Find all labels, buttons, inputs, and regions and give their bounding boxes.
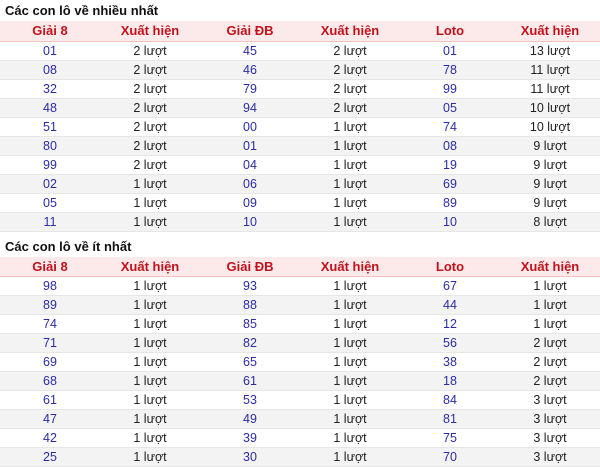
least-frequent-title: Các con lô về ít nhất (0, 236, 600, 257)
count-cell: 1 lượt (100, 174, 200, 193)
number-cell: 88 (200, 296, 300, 315)
number-cell: 48 (0, 98, 100, 117)
most-frequent-header-row (0, 21, 600, 41)
count-cell: 9 lượt (500, 174, 600, 193)
number-cell: 61 (200, 372, 300, 391)
number-cell: 51 (0, 117, 100, 136)
number-cell: 01 (200, 136, 300, 155)
table-row (0, 193, 600, 212)
number-cell: 74 (400, 117, 500, 136)
table-row (0, 136, 600, 155)
count-cell: 1 lượt (100, 193, 200, 212)
most-frequent-table (0, 21, 600, 232)
number-cell: 00 (200, 117, 300, 136)
number-cell: 68 (0, 372, 100, 391)
number-cell: 80 (0, 136, 100, 155)
table-row (0, 372, 600, 391)
number-cell: 44 (400, 296, 500, 315)
number-cell: 61 (0, 391, 100, 410)
number-cell: 18 (400, 372, 500, 391)
number-cell: 19 (400, 155, 500, 174)
count-cell: 2 lượt (100, 79, 200, 98)
count-cell: 3 lượt (500, 410, 600, 429)
number-cell: 47 (0, 410, 100, 429)
count-cell: 1 lượt (300, 353, 400, 372)
count-cell: 1 lượt (300, 315, 400, 334)
number-cell: 69 (0, 353, 100, 372)
count-cell: 1 lượt (300, 372, 400, 391)
most-header-cell: Xuất hiện (100, 21, 200, 41)
least-header-cell: Giải 8 (0, 257, 100, 277)
number-cell: 45 (200, 41, 300, 60)
count-cell: 1 lượt (300, 174, 400, 193)
number-cell: 05 (400, 98, 500, 117)
count-cell: 9 lượt (500, 136, 600, 155)
count-cell: 1 lượt (300, 448, 400, 467)
count-cell: 1 lượt (300, 391, 400, 410)
number-cell: 08 (400, 136, 500, 155)
number-cell: 46 (200, 60, 300, 79)
count-cell: 1 lượt (100, 448, 200, 467)
count-cell: 1 lượt (300, 410, 400, 429)
count-cell: 1 lượt (100, 212, 200, 231)
count-cell: 9 lượt (500, 193, 600, 212)
count-cell: 2 lượt (100, 98, 200, 117)
count-cell: 2 lượt (100, 117, 200, 136)
number-cell: 11 (0, 212, 100, 231)
count-cell: 2 lượt (100, 136, 200, 155)
number-cell: 85 (200, 315, 300, 334)
count-cell: 1 lượt (300, 155, 400, 174)
count-cell: 1 lượt (300, 117, 400, 136)
count-cell: 1 lượt (300, 429, 400, 448)
count-cell: 11 lượt (500, 79, 600, 98)
table-row (0, 334, 600, 353)
count-cell: 9 lượt (500, 155, 600, 174)
count-cell: 1 lượt (100, 334, 200, 353)
count-cell: 3 lượt (500, 391, 600, 410)
count-cell: 1 lượt (300, 296, 400, 315)
table-row (0, 212, 600, 231)
table-row (0, 315, 600, 334)
count-cell: 10 lượt (500, 117, 600, 136)
count-cell: 1 lượt (100, 410, 200, 429)
table-row (0, 448, 600, 467)
number-cell: 04 (200, 155, 300, 174)
number-cell: 30 (200, 448, 300, 467)
count-cell: 1 lượt (300, 212, 400, 231)
count-cell: 1 lượt (500, 315, 600, 334)
count-cell: 2 lượt (500, 353, 600, 372)
number-cell: 98 (0, 277, 100, 296)
number-cell: 01 (0, 41, 100, 60)
number-cell: 02 (0, 174, 100, 193)
count-cell: 1 lượt (300, 277, 400, 296)
count-cell: 11 lượt (500, 60, 600, 79)
count-cell: 1 lượt (100, 296, 200, 315)
number-cell: 75 (400, 429, 500, 448)
number-cell: 08 (0, 60, 100, 79)
number-cell: 42 (0, 429, 100, 448)
least-header-cell: Loto (400, 257, 500, 277)
number-cell: 01 (400, 41, 500, 60)
number-cell: 99 (0, 155, 100, 174)
number-cell: 78 (400, 60, 500, 79)
most-header-cell: Giải 8 (0, 21, 100, 41)
table-row (0, 98, 600, 117)
table-row (0, 410, 600, 429)
count-cell: 3 lượt (500, 429, 600, 448)
number-cell: 84 (400, 391, 500, 410)
count-cell: 2 lượt (100, 41, 200, 60)
most-header-cell: Giải ĐB (200, 21, 300, 41)
number-cell: 32 (0, 79, 100, 98)
count-cell: 2 lượt (300, 60, 400, 79)
number-cell: 69 (400, 174, 500, 193)
number-cell: 10 (400, 212, 500, 231)
count-cell: 1 lượt (300, 136, 400, 155)
least-header-cell: Giải ĐB (200, 257, 300, 277)
count-cell: 2 lượt (100, 155, 200, 174)
count-cell: 1 lượt (100, 277, 200, 296)
count-cell: 1 lượt (100, 315, 200, 334)
table-row (0, 174, 600, 193)
count-cell: 2 lượt (300, 41, 400, 60)
least-header-cell: Xuất hiện (100, 257, 200, 277)
table-row (0, 391, 600, 410)
most-frequent-body (0, 41, 600, 231)
least-header-cell: Xuất hiện (500, 257, 600, 277)
table-row (0, 41, 600, 60)
most-header-cell: Loto (400, 21, 500, 41)
count-cell: 1 lượt (500, 277, 600, 296)
number-cell: 70 (400, 448, 500, 467)
most-header-cell: Xuất hiện (500, 21, 600, 41)
number-cell: 49 (200, 410, 300, 429)
least-frequent-header-row (0, 257, 600, 277)
number-cell: 89 (0, 296, 100, 315)
number-cell: 38 (400, 353, 500, 372)
table-row (0, 60, 600, 79)
number-cell: 12 (400, 315, 500, 334)
count-cell: 2 lượt (300, 98, 400, 117)
count-cell: 13 lượt (500, 41, 600, 60)
number-cell: 05 (0, 193, 100, 212)
table-row (0, 296, 600, 315)
number-cell: 10 (200, 212, 300, 231)
number-cell: 99 (400, 79, 500, 98)
number-cell: 94 (200, 98, 300, 117)
count-cell: 1 lượt (100, 429, 200, 448)
number-cell: 74 (0, 315, 100, 334)
number-cell: 53 (200, 391, 300, 410)
count-cell: 1 lượt (100, 391, 200, 410)
count-cell: 1 lượt (100, 372, 200, 391)
table-row (0, 117, 600, 136)
number-cell: 06 (200, 174, 300, 193)
table-row (0, 353, 600, 372)
number-cell: 71 (0, 334, 100, 353)
table-row (0, 429, 600, 448)
count-cell: 1 lượt (300, 193, 400, 212)
count-cell: 2 lượt (500, 334, 600, 353)
count-cell: 2 lượt (300, 79, 400, 98)
number-cell: 56 (400, 334, 500, 353)
number-cell: 81 (400, 410, 500, 429)
table-row (0, 155, 600, 174)
number-cell: 79 (200, 79, 300, 98)
count-cell: 8 lượt (500, 212, 600, 231)
count-cell: 3 lượt (500, 448, 600, 467)
table-row (0, 277, 600, 296)
least-frequent-table (0, 257, 600, 467)
number-cell: 65 (200, 353, 300, 372)
number-cell: 09 (200, 193, 300, 212)
count-cell: 10 lượt (500, 98, 600, 117)
number-cell: 67 (400, 277, 500, 296)
count-cell: 1 lượt (300, 334, 400, 353)
number-cell: 25 (0, 448, 100, 467)
count-cell: 2 lượt (100, 60, 200, 79)
least-frequent-body (0, 277, 600, 467)
count-cell: 1 lượt (100, 353, 200, 372)
number-cell: 93 (200, 277, 300, 296)
count-cell: 2 lượt (500, 372, 600, 391)
number-cell: 82 (200, 334, 300, 353)
count-cell: 1 lượt (500, 296, 600, 315)
least-header-cell: Xuất hiện (300, 257, 400, 277)
number-cell: 39 (200, 429, 300, 448)
most-header-cell: Xuất hiện (300, 21, 400, 41)
table-row (0, 79, 600, 98)
most-frequent-title: Các con lô về nhiều nhất (0, 0, 600, 21)
number-cell: 89 (400, 193, 500, 212)
